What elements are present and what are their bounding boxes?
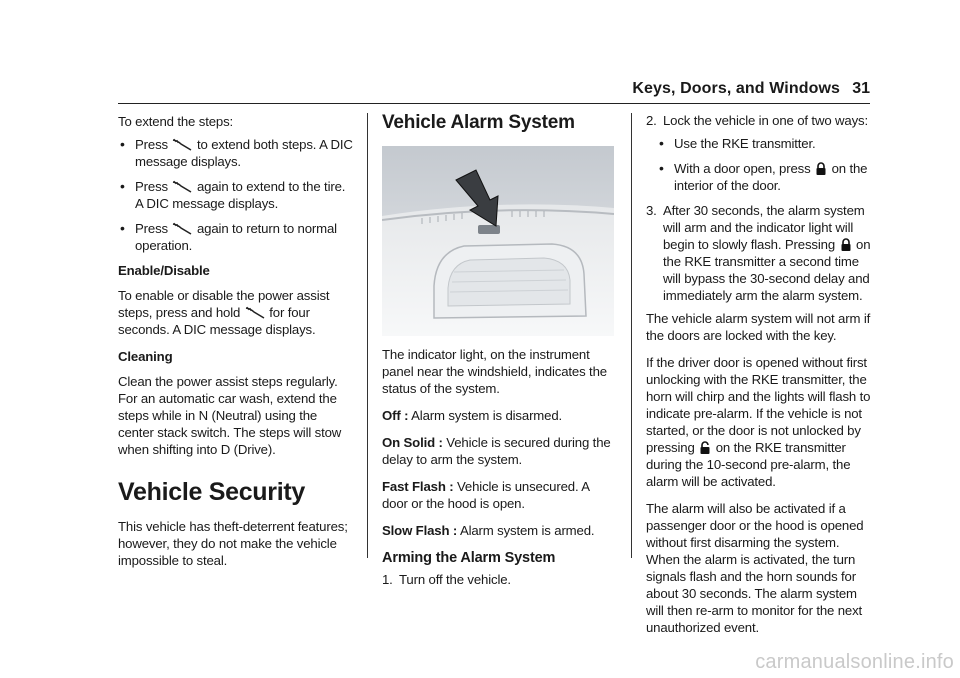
list-item: • Press again to return to normal operation.	[118, 220, 354, 254]
lock-icon	[815, 162, 827, 176]
indicator-light-photo	[382, 146, 614, 336]
power-step-icon	[172, 222, 192, 236]
unlock-icon	[699, 441, 711, 455]
lock-icon	[840, 238, 852, 252]
status-off: Off : Alarm system is disarmed.	[382, 408, 563, 423]
paragraph: The alarm will also be activated if a passenger door or the hood is opened without first disarming the system. When the alarm is activated, the turn signals flash and the horn sounds for about 30 seconds. The alarm system will then re-arm to monitor for the next unauthorized event.	[646, 501, 864, 635]
column-divider	[631, 113, 632, 558]
section-title: Keys, Doors, and Windows	[632, 80, 840, 97]
indicator-description: The indicator light, on the instrument panel near the windshield, indicates the status of the system.	[382, 347, 607, 396]
list-item: • With a door open, press on the interior of the door.	[646, 160, 874, 194]
paragraph: If the driver door is opened without first unlocking with the RKE transmitter, the horn will chirp and the lights will flash to indicate pre-alarm. If the vehicle is not started, or the door is not unlocked by pressing on the RKE transmitter during the 10-second pre-alarm, the alarm will be activated.	[646, 355, 871, 489]
watermark: carmanualsonline.info	[755, 651, 954, 673]
paragraph: The vehicle alarm system will not arm if the doors are locked with the key.	[646, 311, 871, 343]
cleaning-title: Cleaning	[118, 349, 173, 364]
vehicle-security-heading: Vehicle Security	[118, 478, 305, 506]
column-2	[382, 112, 618, 592]
column-divider	[367, 113, 368, 558]
cleaning-text: Clean the power assist steps regularly. For an automatic car wash, extend the steps while in N (Neutral) using the center stack switch. The steps will stow when shifting into D (Drive).	[118, 374, 342, 457]
column-3	[646, 112, 874, 646]
list-item: • Press to extend both steps. A DIC message displays.	[118, 136, 354, 170]
list-item: 2. Lock the vehicle in one of two ways:	[646, 113, 868, 128]
vehicle-alarm-heading: Vehicle Alarm System	[382, 112, 575, 133]
page-number: 31	[852, 80, 870, 97]
list-item: 1. Turn off the vehicle.	[382, 572, 511, 587]
header-rule	[118, 103, 870, 104]
enable-disable-title: Enable/Disable	[118, 263, 210, 278]
power-step-icon	[172, 138, 192, 152]
column-1	[118, 113, 354, 579]
power-step-icon	[245, 306, 265, 320]
arming-heading: Arming the Alarm System	[382, 550, 556, 566]
enable-disable-text: To enable or disable the power assist steps, press and hold for four seconds. A DIC message displays.	[118, 288, 330, 337]
steps-intro: To extend the steps:	[118, 114, 234, 129]
power-step-icon	[172, 180, 192, 194]
status-on-solid: On Solid : Vehicle is secured during the delay to arm the system.	[382, 435, 611, 467]
vehicle-security-text: This vehicle has theft-deterrent features; however, they do not make the vehicle impossible to steal.	[118, 519, 348, 568]
list-item: 3. After 30 seconds, the alarm system will arm and the indicator light will begin to slowly flash. Pressing on the RKE transmitter a second time will bypass the 30-second delay and immediately arm the alarm system.	[646, 203, 871, 303]
list-item: • Use the RKE transmitter.	[646, 135, 874, 152]
status-fast-flash: Fast Flash : Vehicle is unsecured. A door or the hood is open.	[382, 479, 590, 511]
status-slow-flash: Slow Flash : Alarm system is armed.	[382, 523, 595, 538]
list-item: • Press again to extend to the tire. A DIC message displays.	[118, 178, 354, 212]
